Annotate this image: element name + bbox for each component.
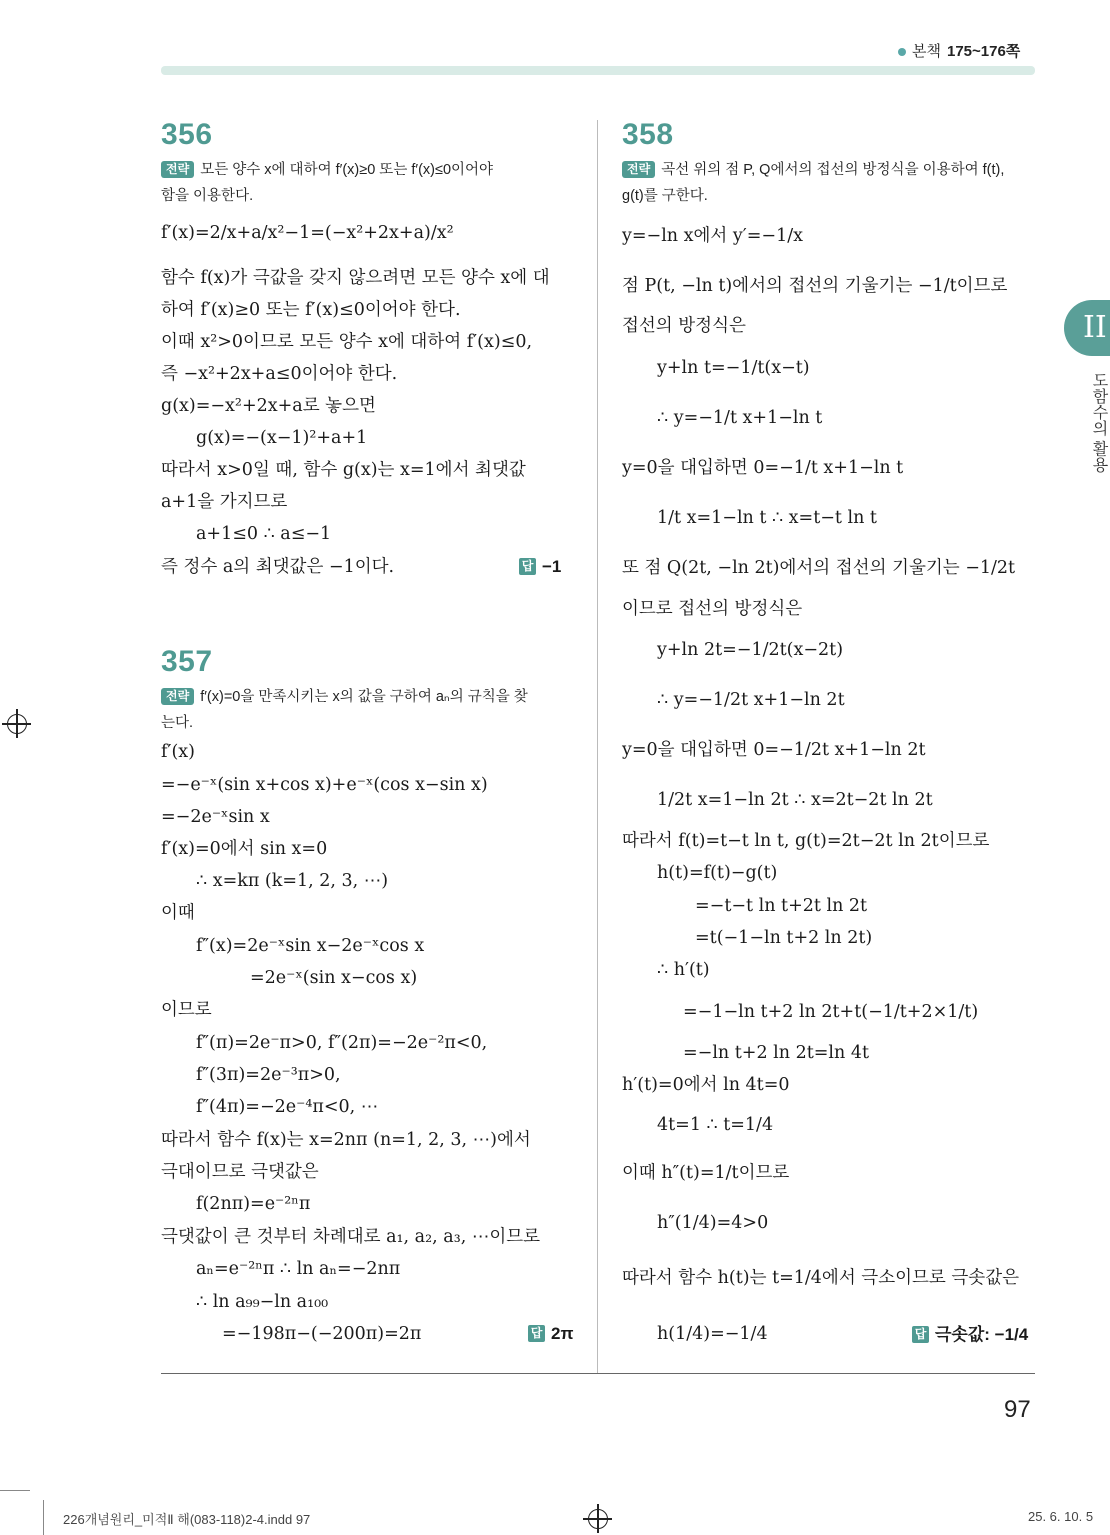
solution-line: ∴ h′(t) [657, 960, 710, 980]
column-divider [597, 120, 598, 1373]
solution-line: 1/2t x=1−ln 2t ∴ x=2t−2t ln 2t [657, 790, 933, 810]
solution-line: ∴ ln a₉₉−ln a₁₀₀ [196, 1292, 329, 1312]
solution-line: f″(4π)=−2e⁻⁴π<0, ⋯ [196, 1097, 379, 1117]
solution-line: f″(x)=2e⁻ˣsin x−2e⁻ˣcos x [196, 936, 425, 956]
solution-line: h′(t)=0에서 ln 4t=0 [622, 1075, 790, 1095]
solution-line: h(1/4)=−1/4 [657, 1324, 768, 1344]
solution-line: 이때 [161, 903, 195, 923]
solution-line: =−t−t ln t+2t ln 2t [695, 896, 868, 916]
solution-line: 접선의 방정식은 [622, 316, 746, 336]
solution-line: 즉 정수 a의 최댓값은 −1이다. [161, 557, 395, 577]
solution-line: a+1을 가지므로 [161, 492, 288, 512]
strategy: 전략 모든 양수 x에 대하여 f′(x)≥0 또는 f′(x)≤0이어야 함을 이용한다. [161, 162, 494, 204]
solution-line: 점 P(t, −ln t)에서의 접선의 기울기는 −1/t이므로 [622, 276, 1008, 296]
solution-line: =2e⁻ˣ(sin x−cos x) [250, 968, 418, 988]
answer: 답 2π [528, 1324, 573, 1344]
answer: 답 극솟값: −1/4 [912, 1320, 1028, 1345]
solution-line: =−e⁻ˣ(sin x+cos x)+e⁻ˣ(cos x−sin x) [161, 775, 488, 795]
solution-line: a+1≤0 ∴ a≤−1 [196, 524, 332, 544]
solution-line: aₙ=e⁻²ⁿπ ∴ ln aₙ=−2nπ [196, 1259, 401, 1279]
answer-tag: 답 [912, 1326, 929, 1343]
solution-line: 또 점 Q(2t, −ln 2t)에서의 접선의 기울기는 −1/2t [622, 558, 1016, 578]
solution-line: 하여 f′(x)≥0 또는 f′(x)≤0이어야 한다. [161, 300, 461, 320]
problem-number: 356 [161, 118, 213, 151]
answer-tag: 답 [519, 558, 536, 575]
solution-line: g(x)=−x²+2x+a로 놓으면 [161, 396, 376, 416]
solution-line: h″(1/4)=4>0 [657, 1213, 769, 1233]
strategy: 전략 f′(x)=0을 만족시키는 x의 값을 구하여 aₙ의 규칙을 찾 는다. [161, 689, 528, 731]
solution-line: g(x)=−(x−1)²+a+1 [196, 428, 368, 448]
solution-line: f(2nπ)=e⁻²ⁿπ [196, 1194, 311, 1214]
solution-line: 따라서 함수 h(t)는 t=1/4에서 극소이므로 극솟값은 [622, 1268, 1020, 1288]
solution-line: h(t)=f(t)−g(t) [657, 863, 778, 883]
solution-line: y+ln 2t=−1/2t(x−2t) [657, 640, 844, 660]
solution-line: =−198π−(−200π)=2π [222, 1324, 422, 1344]
solution-line: 이때 x²>0이므로 모든 양수 x에 대하여 f′(x)≤0, [161, 332, 533, 352]
solution-line: f′(x)=2/x+a/x²−1=(−x²+2x+a)/x² [161, 223, 454, 243]
solution-line: =−ln t+2 ln 2t=ln 4t [683, 1043, 870, 1063]
solution-line: 1/t x=1−ln t ∴ x=t−t ln t [657, 508, 877, 528]
solution-line: y=0을 대입하면 0=−1/2t x+1−ln 2t [622, 740, 926, 760]
solution-line: 따라서 함수 f(x)는 x=2nπ (n=1, 2, 3, ⋯)에서 [161, 1130, 531, 1150]
strategy-badge: 전략 [161, 688, 194, 705]
solution-line: ∴ x=kπ (k=1, 2, 3, ⋯) [196, 871, 389, 891]
answer: 답 −1 [519, 557, 561, 577]
solution-line: 함수 f(x)가 극값을 갖지 않으려면 모든 양수 x에 대 [161, 268, 550, 288]
solution-line: f′(x) [161, 742, 195, 762]
solution-line: =−1−ln t+2 ln 2t+t(−1/t+2×1/t) [683, 1002, 979, 1022]
problem-number: 358 [622, 118, 674, 151]
solution-line: y+ln t=−1/t(x−t) [657, 358, 810, 378]
strategy-badge: 전략 [161, 161, 194, 178]
solution-line: ∴ y=−1/2t x+1−ln 2t [657, 690, 845, 710]
solution-line: 이때 h″(t)=1/t이므로 [622, 1163, 790, 1183]
chapter-tab-label: 도함수의 활용 [1090, 372, 1107, 473]
solution-line: y=−ln x에서 y′=−1/x [622, 226, 803, 246]
solution-line: y=0을 대입하면 0=−1/t x+1−ln t [622, 458, 904, 478]
solution-line: 이므로 접선의 방정식은 [622, 599, 803, 619]
solution-line: 따라서 f(t)=t−t ln t, g(t)=2t−2t ln 2t이므로 [622, 831, 990, 851]
footer-date: 25. 6. 10. 5 [1028, 1509, 1094, 1524]
solution-line: f″(3π)=2e⁻³π>0, [196, 1065, 341, 1085]
footer-filename: 226개념원리_미적Ⅱ 해(083-118)2-4.indd 97 [63, 1512, 311, 1527]
registration-mark-icon [7, 714, 27, 734]
solution-line: 따라서 x>0일 때, 함수 g(x)는 x=1에서 최댓값 [161, 460, 526, 480]
book-page-reference: 본책 175~176쪽 [898, 40, 1020, 61]
solution-line: =t(−1−ln t+2 ln 2t) [695, 928, 873, 948]
answer-tag: 답 [528, 1325, 545, 1342]
solution-line: 극댓값이 큰 것부터 차례대로 a₁, a₂, a₃, ⋯이므로 [161, 1227, 541, 1247]
bullet-dot-icon [898, 48, 906, 56]
solution-line: ∴ y=−1/t x+1−ln t [657, 408, 823, 428]
chapter-tab: II [1064, 300, 1110, 356]
registration-mark-icon [588, 1509, 608, 1529]
solution-line: f″(π)=2e⁻π>0, f″(2π)=−2e⁻²π<0, [196, 1033, 488, 1053]
strategy-badge: 전략 [622, 161, 655, 178]
solution-line: 이므로 [161, 1000, 212, 1020]
bottom-divider [161, 1373, 1035, 1374]
crop-line [0, 1490, 30, 1491]
strategy: 전략 곡선 위의 점 P, Q에서의 접선의 방정식을 이용하여 f(t), g(t)를 구한다. [622, 162, 1005, 204]
problem-number: 357 [161, 645, 213, 678]
solution-line: 4t=1 ∴ t=1/4 [657, 1115, 774, 1135]
solution-line: 극대이므로 극댓값은 [161, 1162, 319, 1182]
solution-line: =−2e⁻ˣsin x [161, 807, 270, 827]
solution-line: 즉 −x²+2x+a≤0이어야 한다. [161, 364, 398, 384]
solution-line: f′(x)=0에서 sin x=0 [161, 839, 328, 859]
top-divider-bar [161, 66, 1035, 75]
crop-line [43, 1500, 44, 1535]
page-number: 97 [1004, 1396, 1031, 1423]
